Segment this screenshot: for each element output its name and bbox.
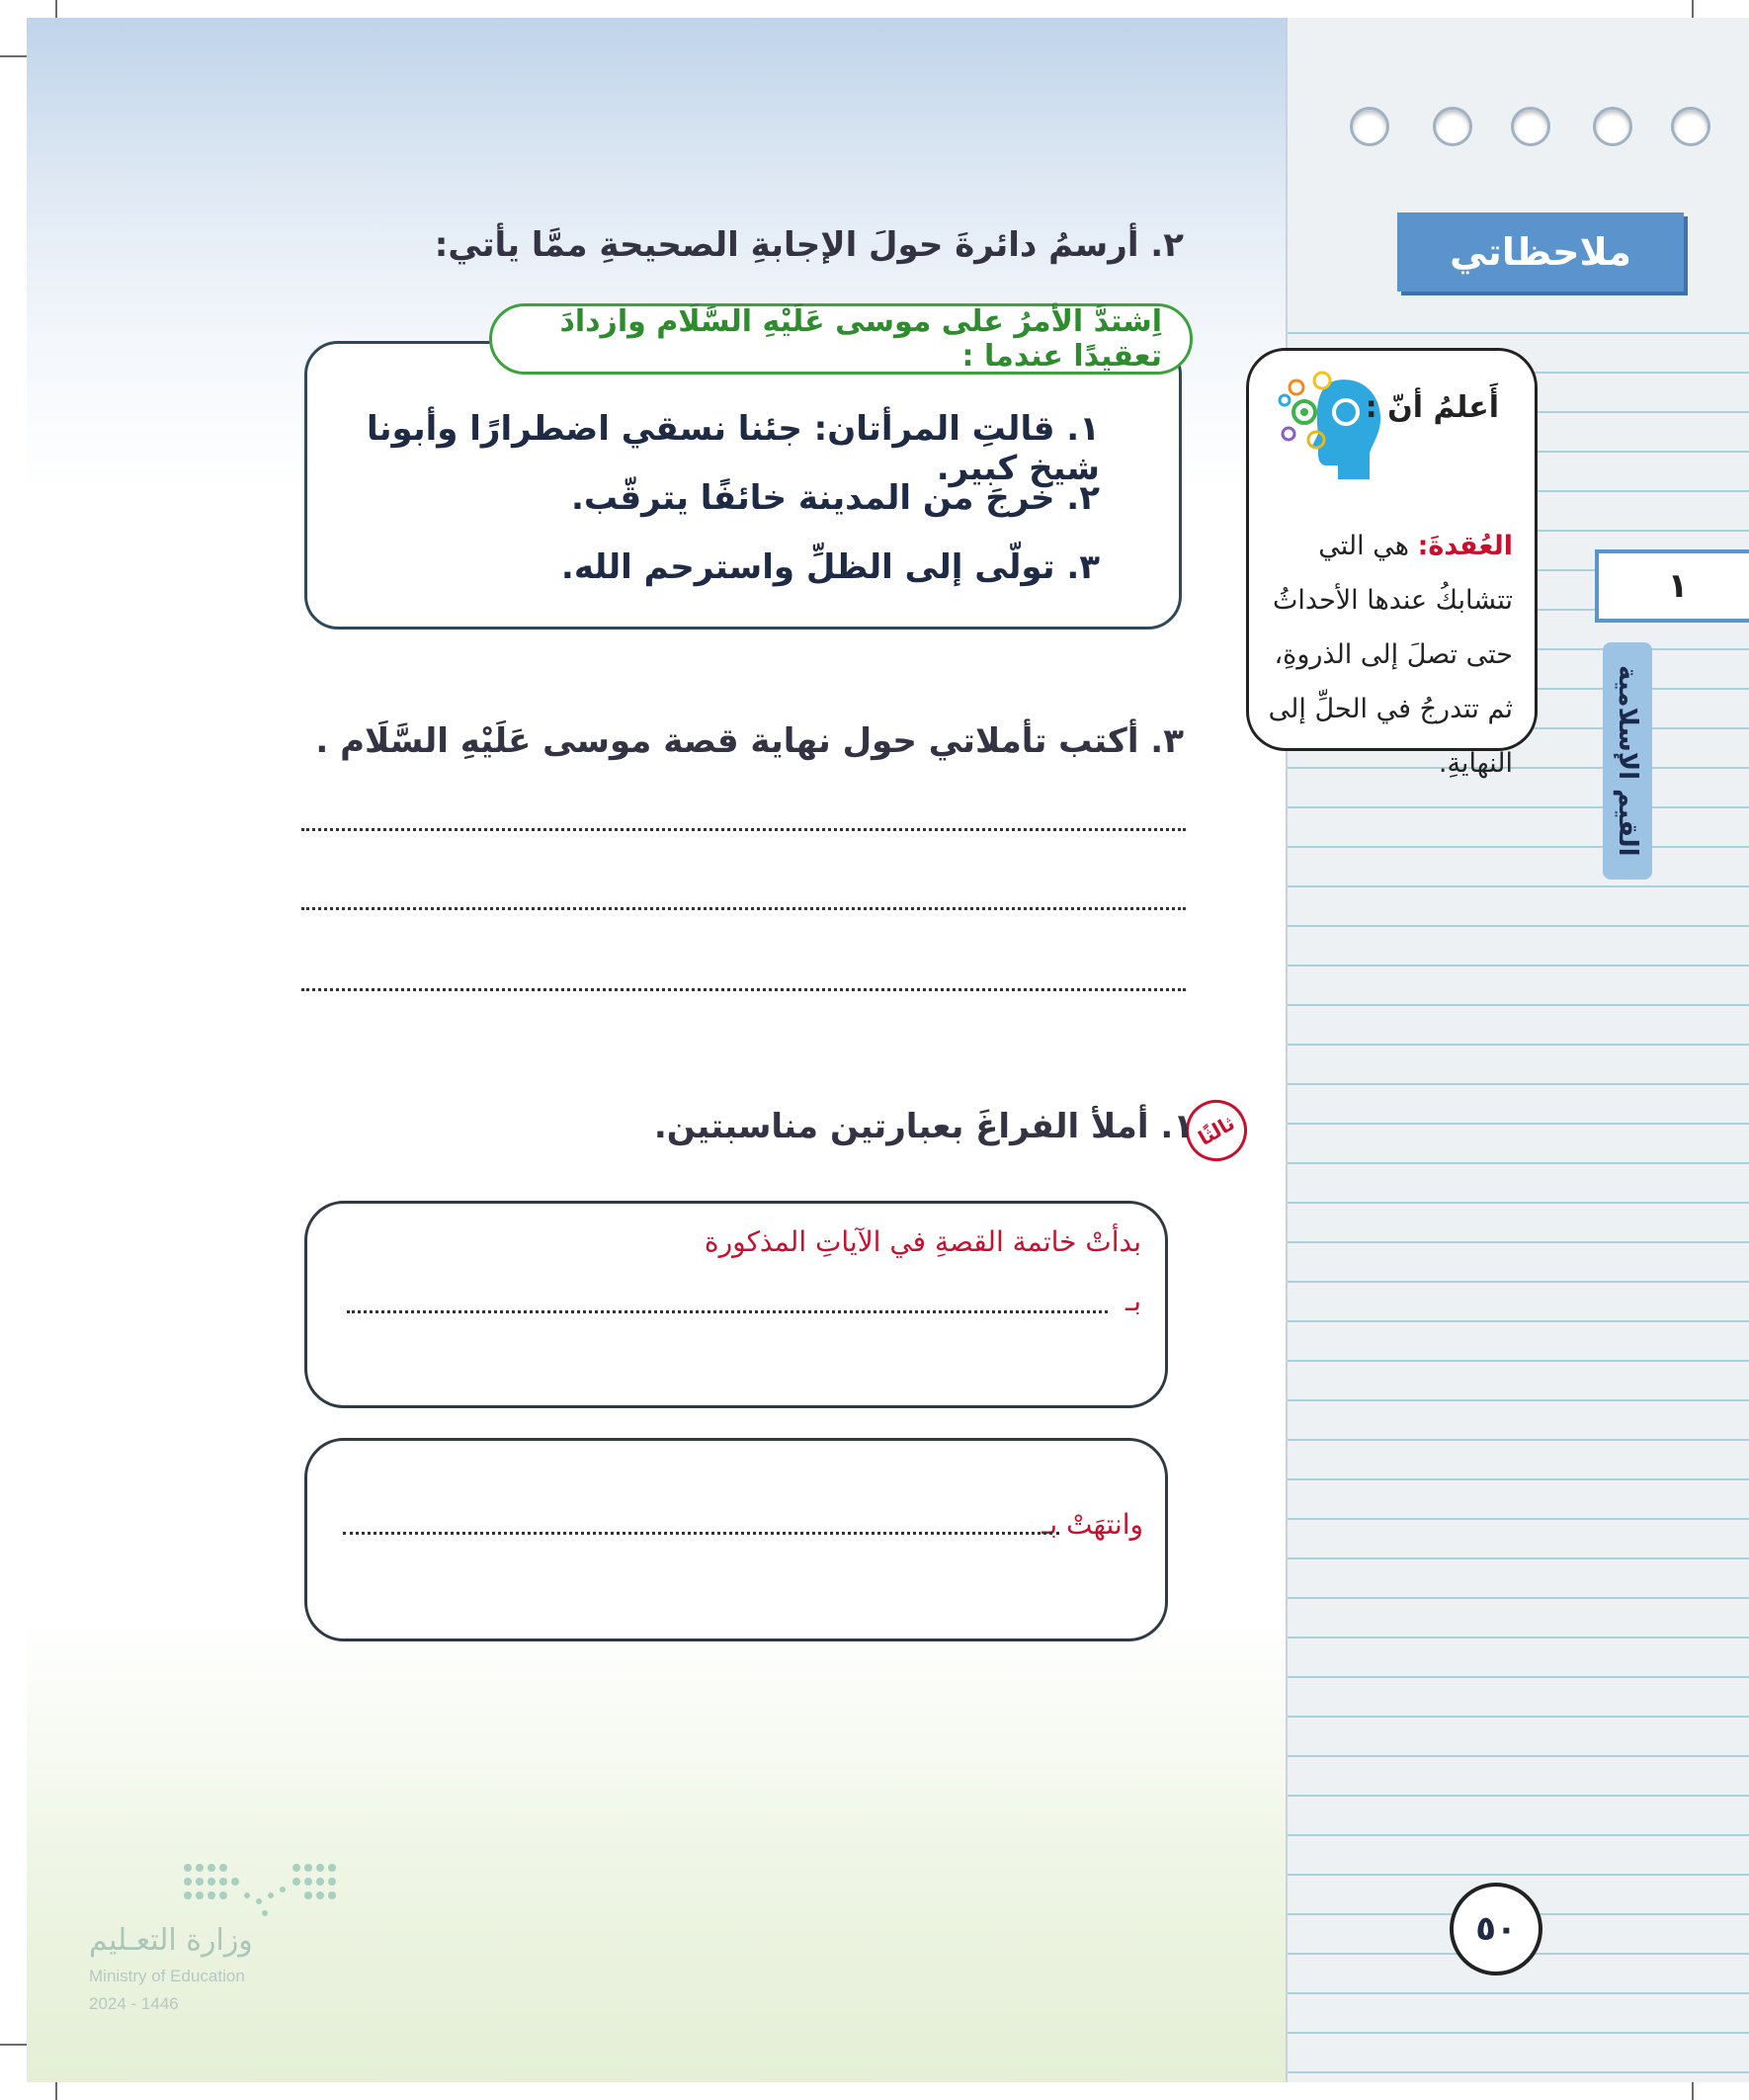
fill-box-end-label: وانتهَتْ بـ xyxy=(1041,1508,1143,1541)
section-badge: ثالثًا xyxy=(1175,1089,1259,1173)
know-definition xyxy=(1254,519,1513,791)
binder-hole xyxy=(1433,107,1472,146)
binder-hole xyxy=(1350,107,1389,146)
know-box xyxy=(1246,348,1538,779)
page-number: ٥٠ xyxy=(1450,1883,1542,1975)
option-item[interactable]: ٣. تولّى إلى الظلِّ واسترحم الله. xyxy=(560,547,1100,587)
fill-box-start-prefix: بـ xyxy=(1125,1285,1141,1317)
head-gears-icon xyxy=(1275,363,1393,491)
binder-hole xyxy=(1511,107,1550,146)
fill-line[interactable] xyxy=(343,1532,1059,1535)
question-3-title: ٣. أكتب تأملاتي حول نهاية قصة موسى عَلَيْهِ السَّلَام . xyxy=(315,721,1184,761)
notes-title: ملاحظاتي xyxy=(1397,212,1684,292)
option-item[interactable]: ١. قالتِ المرأتان: جئنا نسقي اضطرارًا وأبونا شيخ كبير. xyxy=(367,409,1100,488)
question-2-prompt: اِشتدَّ الأمرُ على موسى عَلَيْهِ السَّلَام وازدادَ تعقيدًا عندما : xyxy=(489,303,1193,375)
notes-panel xyxy=(1286,18,1749,2082)
logo-english: Ministry of Education xyxy=(89,1967,245,1985)
answer-line[interactable] xyxy=(301,907,1186,910)
binder-hole xyxy=(1593,107,1632,146)
fill-box-start xyxy=(304,1201,1168,1408)
options-box xyxy=(304,341,1182,630)
logo-year: 2024 - 1446 xyxy=(89,1994,179,2013)
option-item[interactable]: ٢. خرجَ من المدينة خائفًا يترقّب. xyxy=(570,478,1100,518)
chapter-number-tab: ١ xyxy=(1595,549,1749,623)
fill-line[interactable] xyxy=(347,1310,1108,1313)
know-definition-text: هي التي تتشابكُ عندها الأحداثُ حتى تصلَ إلى الذروةِ، ثم تتدرجُ في الحلِّ إلى النهايةِ. xyxy=(1268,531,1513,779)
unit-side-label: القيم الإسلامية xyxy=(1603,642,1652,880)
logo-dots-icon xyxy=(178,1858,346,1917)
logo-arabic: وزارة التعـليم xyxy=(89,1923,253,1958)
fill-box-end xyxy=(304,1438,1168,1641)
question-2-title: ٢. أرسمُ دائرةَ حولَ الإجابةِ الصحيحةِ ممَّا يأتي: xyxy=(434,225,1184,265)
answer-line[interactable] xyxy=(301,828,1186,831)
section-3-title: ١. أملأ الفراغَ بعبارتين مناسبتين. xyxy=(653,1107,1194,1146)
know-term: العُقدةَ: xyxy=(1417,531,1513,561)
ministry-logo xyxy=(89,1858,346,2016)
binder-hole xyxy=(1671,107,1710,146)
know-heading: أَعلمُ أنّ : xyxy=(1365,390,1499,425)
answer-line[interactable] xyxy=(301,988,1186,991)
fill-box-start-label: بدأتْ خاتمة القصةِ في الآياتِ المذكورة xyxy=(704,1225,1141,1258)
